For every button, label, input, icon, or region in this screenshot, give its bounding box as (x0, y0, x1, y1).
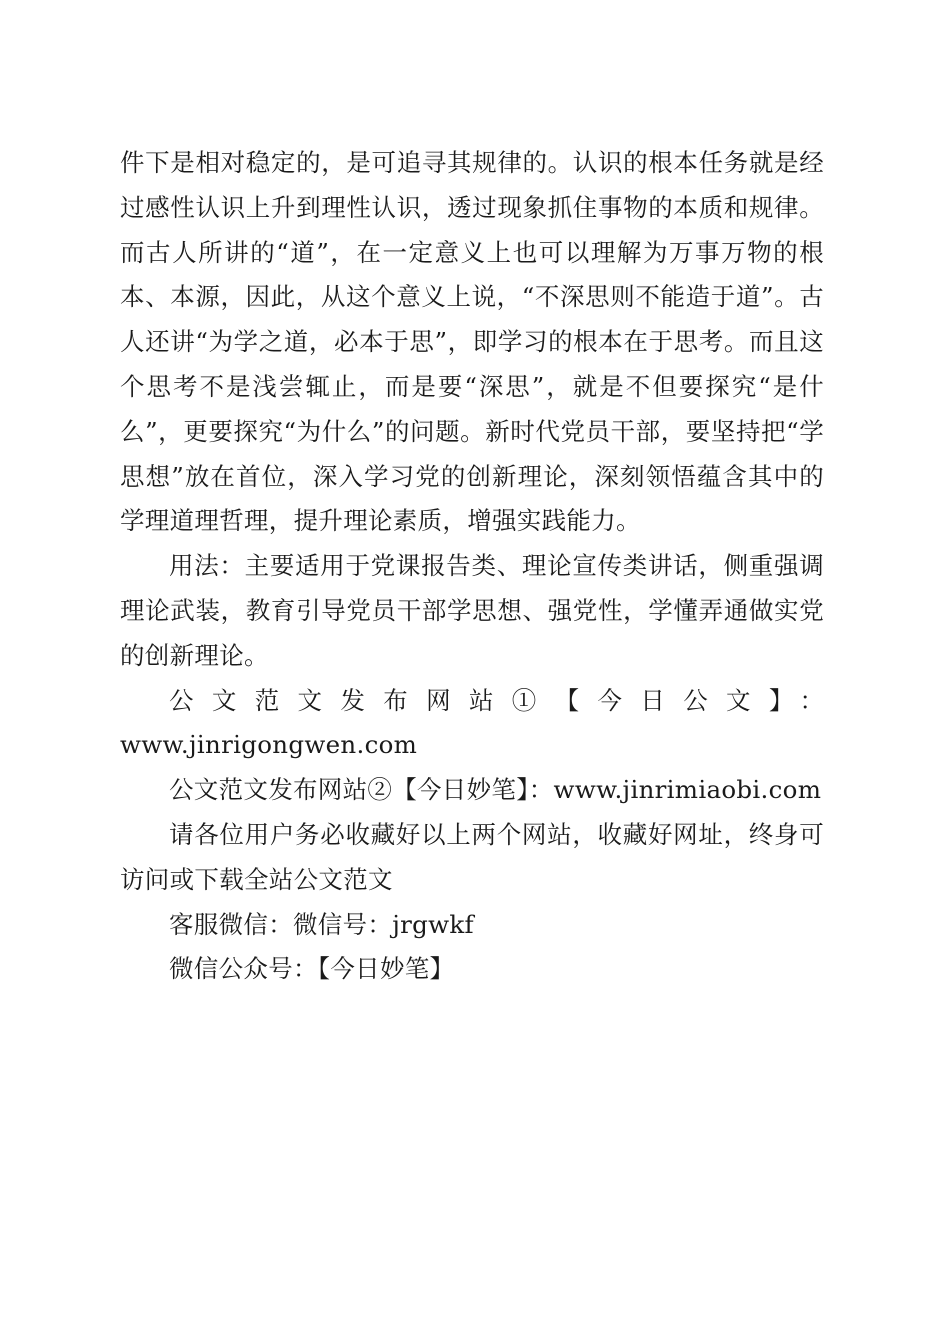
usage-paragraph: 用法：主要适用于党课报告类、理论宣传类讲话，侧重强调理论武装，教育引导党员干部学思想、强党性，学懂弄通做实党的创新理论。 (120, 551, 824, 670)
site1-label: 公文范文发布网站①【今日公文】： (169, 685, 824, 715)
wechat-line: 客服微信：微信号：jrgwkf (169, 909, 474, 939)
site1-url: www.jinrigongwen.com (120, 730, 418, 760)
body-paragraph-1: 件下是相对稳定的，是可追寻其规律的。认识的根本任务就是经过感性认识上升到理性认识，透过现象抓住事物的本质和规律。而古人所讲的“道”，在一定意义上也可以理解为万事万物的根本、本源，因此，从这个意义上说，“不深思则不能造于道”。古人还讲“为学之道，必本于思”，即学习的根本在于思考。而且这个思考不是浅尝辄止，而是要“深思”，就是不但要探究“是什么”，更要探究“为什么”的问题。新时代党员干部，要坚持把“学思想”放在首位，深入学习党的创新理论，深刻领悟蕴含其中的学理道理哲理，提升理论素质，增强实践能力。 (120, 148, 825, 536)
official-account-line: 微信公众号：【今日妙笔】 (169, 954, 455, 984)
site2-line: 公文范文发布网站②【今日妙笔】：www.jinrimiaobi.com (169, 775, 822, 805)
notice-paragraph: 请各位用户务必收藏好以上两个网站，收藏好网址，终身可访问或下载全站公文范文 (120, 819, 824, 894)
